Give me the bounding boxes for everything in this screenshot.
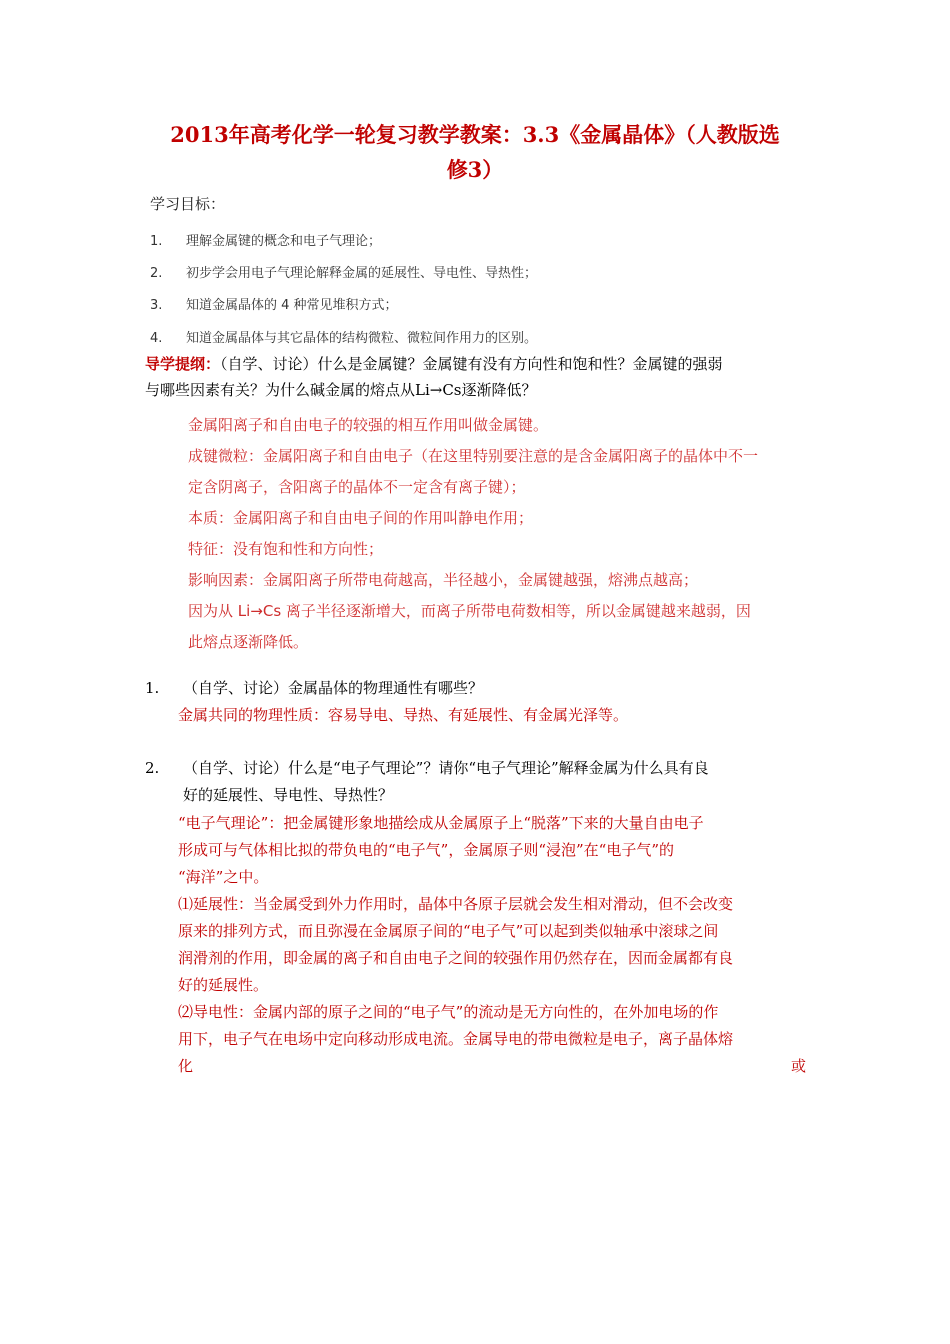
answer-line: 用下，电子气在电场中定向移动形成电流。金属导电的带电微粒是电子，离子晶体熔 [178,1030,734,1048]
objective-item [150,294,398,313]
guide-question-text: （自学、讨论）什么是金属键？金属键有没有方向性和饱和性？金属键的强弱 [220,355,723,373]
question-2-line: 好的延展性、导电性、导热性？ [183,786,394,804]
answer-line: 本质：金属阳离子和自由电子间的作用叫静电作用； [188,509,534,527]
question-2-line: （自学、讨论）什么是“电子气理论”？请你“电子气理论”解释金属为什么具有良 [183,759,709,777]
answer-line: 影响因素：金属阳离子所带电荷越高，半径越小，金属键越强，熔沸点越高； [188,571,699,589]
objective-text: 初步学会用电子气理论解释金属的延展性、导电性、导热性； [186,266,538,281]
answer-last-left: 化 [178,1057,194,1075]
objective-number: 4. [150,331,163,346]
answer-line: 原来的排列方式，而且弥漫在金属原子间的“电子气”可以起到类似轴承中滚球之间 [178,922,719,940]
question-1 [178,675,823,729]
answer-line: 定含阴离子，含阳离子的晶体不一定含有离子键）； [188,478,526,496]
question-2 [183,755,823,809]
objective-number: 2. [150,266,163,281]
answer-last-line [178,1053,806,1080]
answer-line: 成键微粒：金属阳离子和自由电子（在这里特别要注意的是含金属阳离子的晶体中不一 [188,447,759,465]
objective-number: 3. [150,298,163,313]
objective-text: 理解金属键的概念和电子气理论； [186,234,382,249]
question-1-answer: 金属共同的物理性质：容易导电、导热、有延展性、有金属光泽等。 [178,706,629,724]
answer-line: ⑴延展性：当金属受到外力作用时，晶体中各原子层就会发生相对滑动，但不会改变 [178,895,734,913]
objectives-heading: 学习目标： [150,195,226,213]
objective-text: 知道金属晶体的 4 种常见堆积方式； [186,298,398,313]
objective-item [150,262,537,281]
guide-line1 [145,352,723,377]
document-title-line1: 2013年高考化学一轮复习教学教案：3.3《金属晶体》（人教版选 [170,122,780,147]
answer-line: “海洋”之中。 [178,868,269,886]
answer-line: 形成可与气体相比拟的带负电的“电子气”，金属原子则“浸泡”在“电子气”的 [178,841,675,859]
answer-line: 好的延展性。 [178,976,269,994]
answer-last-right: 或 [790,1057,806,1075]
question-2-answer [178,810,818,1080]
answer-line: 此熔点逐渐降低。 [188,633,309,651]
guide-answer [188,410,823,658]
objective-item [150,327,537,346]
answer-line: 金属阳离子和自由电子的较强的相互作用叫做金属键。 [188,416,549,434]
answer-line: “电子气理论”：把金属键形象地描绘成从金属原子上“脱落”下来的大量自由电子 [178,814,704,832]
objective-text: 知道金属晶体与其它晶体的结构微粒、微粒间作用力的区别。 [186,331,538,346]
question-1-number: 1. [145,679,160,697]
question-1-text: （自学、讨论）金属晶体的物理通性有哪些？ [183,679,484,697]
guide-line2: 与哪些因素有关？为什么碱金属的熔点从Li→Cs逐渐降低？ [145,381,537,399]
question-2-number: 2. [145,759,160,777]
guide-label: 导学提纲： [145,355,221,373]
answer-line: ⑵导电性：金属内部的原子之间的“电子气”的流动是无方向性的，在外加电场的作 [178,1003,719,1021]
answer-line: 润滑剂的作用，即金属的离子和自由电子之间的较强作用仍然存在，因而金属都有良 [178,949,734,967]
answer-line: 特征：没有饱和性和方向性； [188,540,384,558]
objective-item [150,230,381,249]
document-title-line2: 修3） [446,157,504,182]
answer-line: 因为从 Li→Cs 离子半径逐渐增大，而离子所带电荷数相等，所以金属键越来越弱，因 [188,602,751,620]
objective-number: 1. [150,234,163,249]
